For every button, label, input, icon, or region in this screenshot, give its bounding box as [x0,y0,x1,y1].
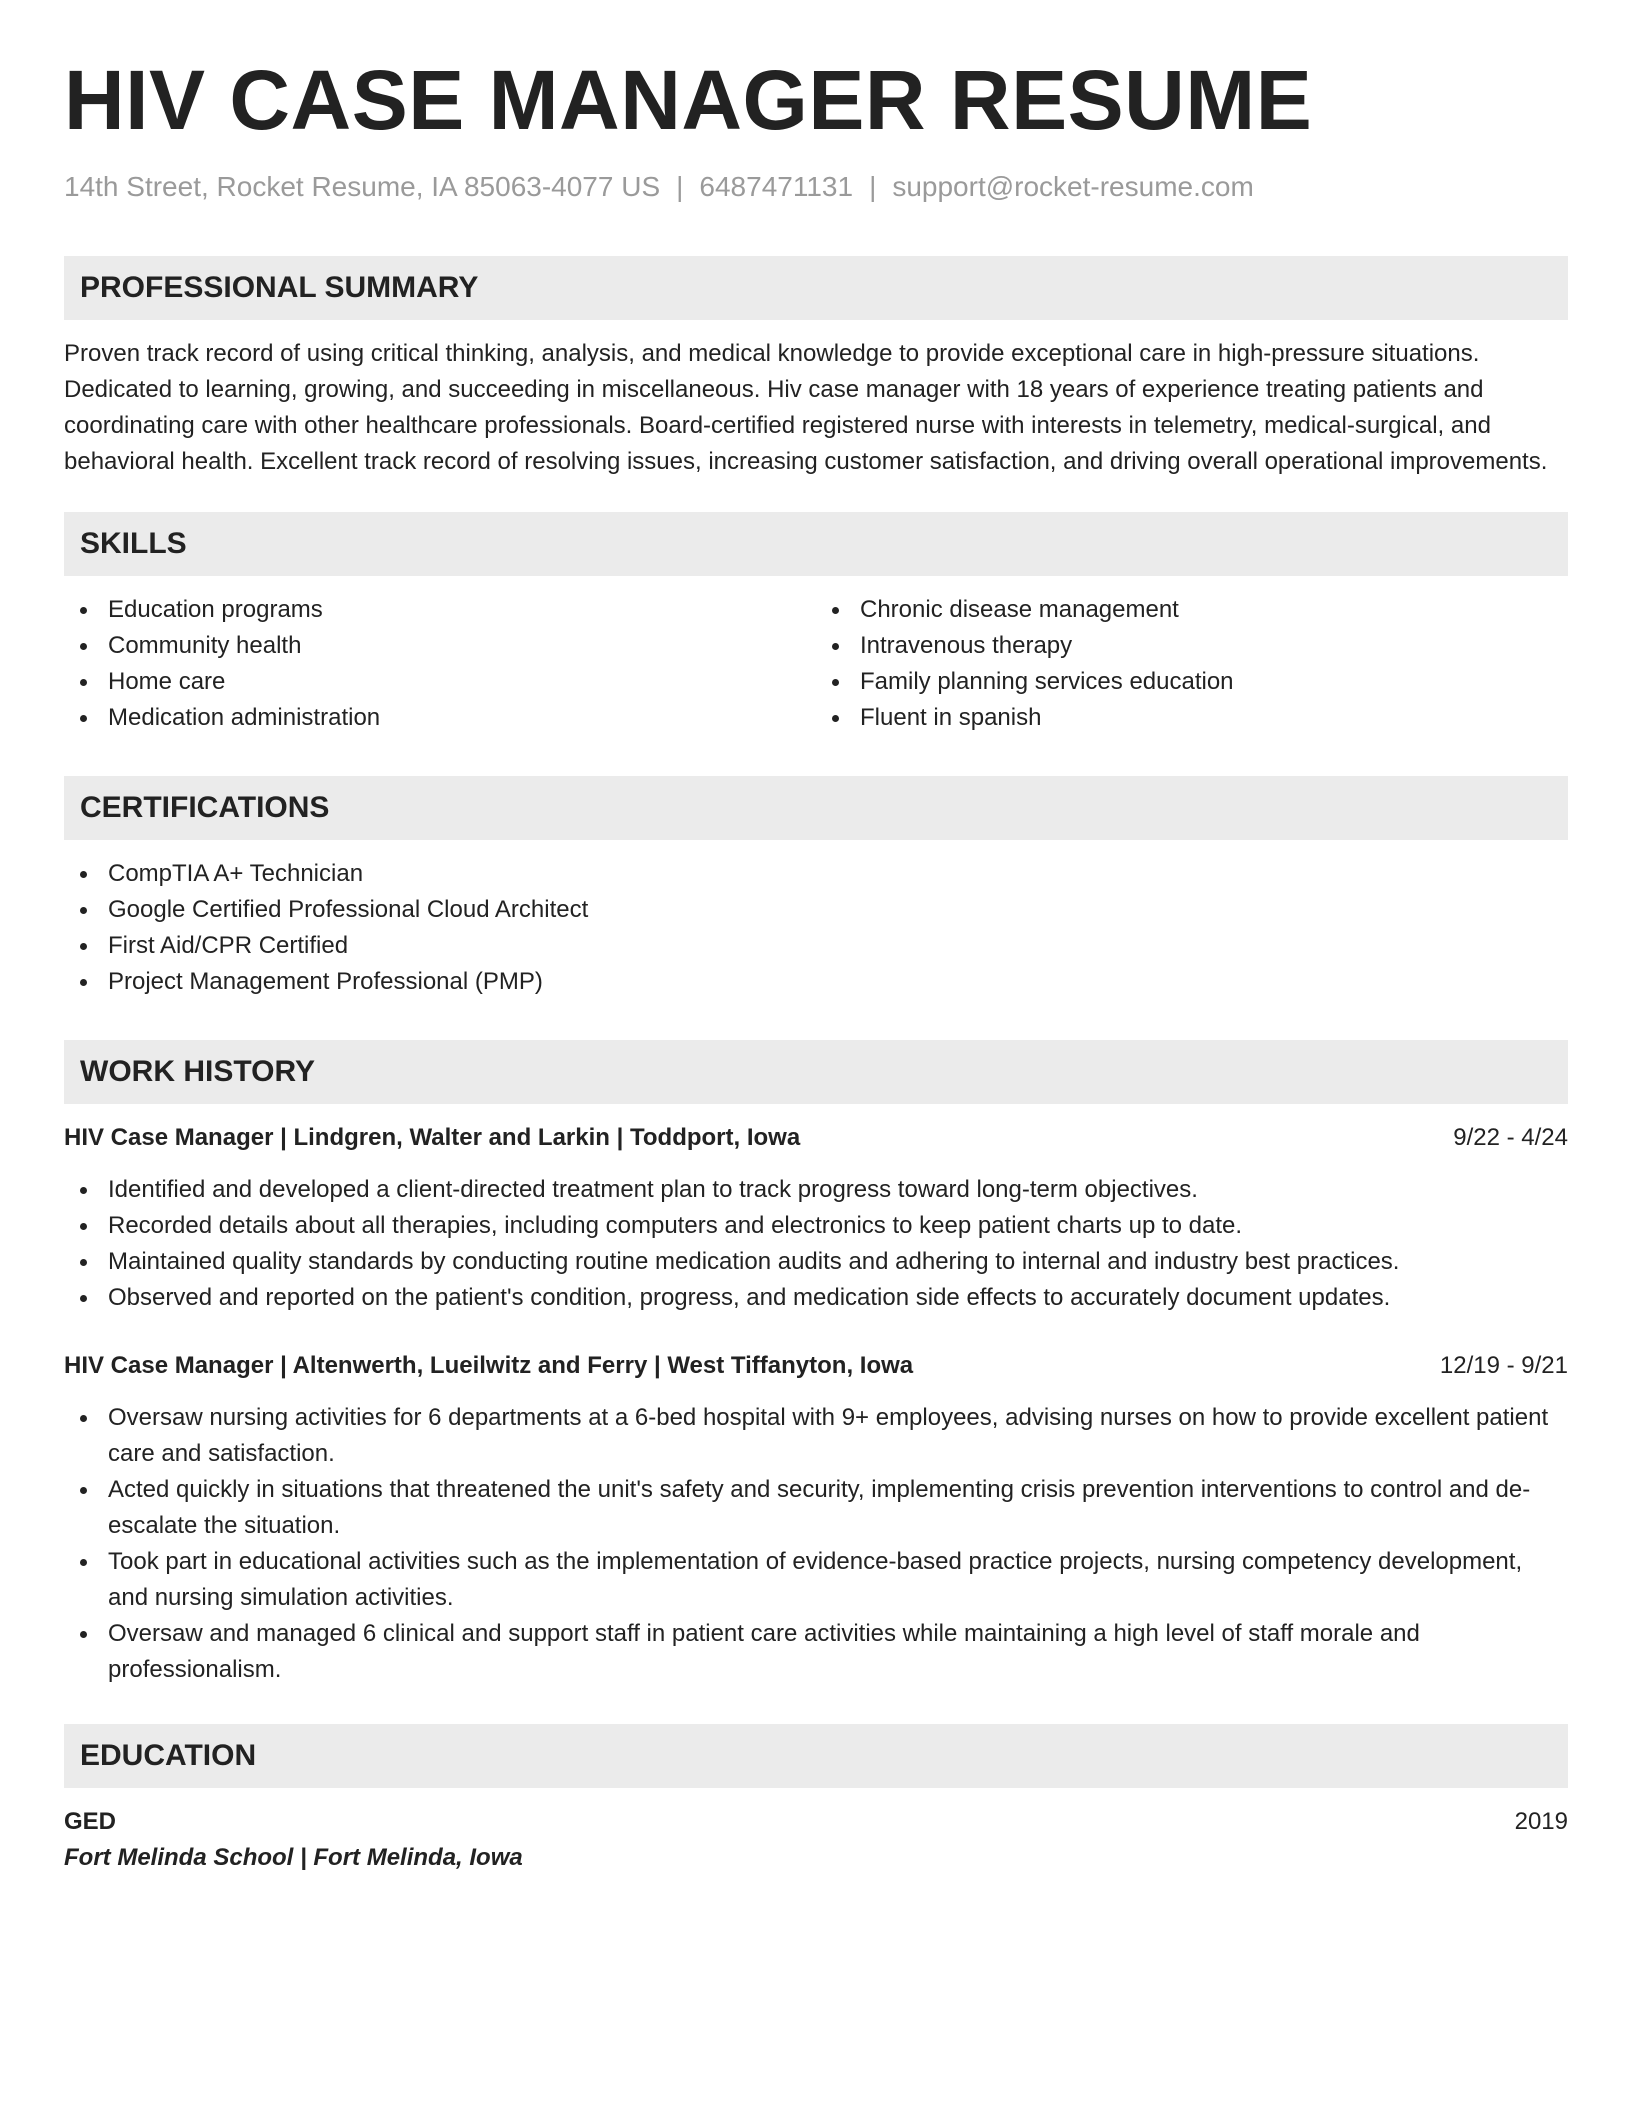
skill-item: Medication administration [64,700,816,736]
education-entry [64,1804,1568,1876]
contact-separator: | [869,171,877,202]
job-bullet: Oversaw and managed 6 clinical and support staff in patient care activities while maintaining a high level of staff morale and professionalism. [64,1616,1568,1688]
section-header-education: EDUCATION [64,1724,1568,1788]
job-bullet: Acted quickly in situations that threatened the unit's safety and security, implementing crisis prevention interventions to control and de-escalate the situation. [64,1472,1568,1544]
education-degree: GED [64,1807,117,1835]
job-title: HIV Case Manager | Altenwerth, Lueilwitz and Ferry | West Tiffanyton, Iowa [64,1351,914,1379]
certification-item: Project Management Professional (PMP) [64,964,1568,1000]
certification-item: First Aid/CPR Certified [64,928,1568,964]
job-bullets [64,1400,1568,1688]
job-bullet: Observed and reported on the patient's condition, progress, and medication side effects to accurately document updates. [64,1280,1568,1316]
contact-email: support@rocket-resume.com [892,171,1254,202]
skill-item: Family planning services education [816,664,1568,700]
section-header-summary: PROFESSIONAL SUMMARY [64,256,1568,320]
certifications-list [64,856,1568,1000]
resume-title: HIV CASE MANAGER RESUME [64,53,1313,147]
certification-item: Google Certified Professional Cloud Architect [64,892,1568,928]
job-bullet: Recorded details about all therapies, including computers and electronics to keep patient charts up to date. [64,1208,1568,1244]
job-header [64,1120,1568,1156]
job-dates: 9/22 - 4/24 [1453,1123,1568,1151]
education-year: 2019 [1514,1807,1568,1835]
skill-item: Fluent in spanish [816,700,1568,736]
skill-item: Education programs [64,592,816,628]
job-entry [64,1348,1568,1688]
summary-text: Proven track record of using critical thinking, analysis, and medical knowledge to provide exceptional care in high-pressure situations. Dedicated to learning, growing, and succeeding in miscellaneous. Hiv case manager with 18 years of experience treating patients and coordinating care with other healthcare professionals. Board-certified registered nurse with interests in telemetry, medical-surgical, and behavioral health. Excellent track record of resolving issues, increasing customer satisfaction, and driving overall operational improvements. [64,339,1548,475]
contact-phone: 6487471131 [699,171,854,202]
job-bullet: Took part in educational activities such as the implementation of evidence-based practice projects, nursing competency development, and nursing simulation activities. [64,1544,1568,1616]
skill-item: Home care [64,664,816,700]
contact-address: 14th Street, Rocket Resume, IA 85063-4077 US [64,171,661,202]
skills-list [64,592,1568,736]
job-bullet: Oversaw nursing activities for 6 departments at a 6-bed hospital with 9+ employees, advising nurses on how to provide excellent patient care and satisfaction. [64,1400,1568,1472]
job-title: HIV Case Manager | Lindgren, Walter and Larkin | Toddport, Iowa [64,1123,801,1151]
job-bullet: Maintained quality standards by conducting routine medication audits and adhering to internal and industry best practices. [64,1244,1568,1280]
skills-column-left [64,592,816,736]
education-header [64,1804,1568,1840]
section-header-work-history: WORK HISTORY [64,1040,1568,1104]
section-header-skills: SKILLS [64,512,1568,576]
job-bullets [64,1172,1568,1316]
skills-column-right [816,592,1568,736]
section-header-certifications: CERTIFICATIONS [64,776,1568,840]
skill-item: Chronic disease management [816,592,1568,628]
contact-line [64,170,1568,204]
certification-item: CompTIA A+ Technician [64,856,1568,892]
job-header [64,1348,1568,1384]
job-entry [64,1120,1568,1316]
contact-separator: | [676,171,684,202]
skill-item: Community health [64,628,816,664]
job-dates: 12/19 - 9/21 [1439,1351,1568,1379]
education-school: Fort Melinda School | Fort Melinda, Iowa [64,1843,523,1871]
job-bullet: Identified and developed a client-directed treatment plan to track progress toward long-term objectives. [64,1172,1568,1208]
skill-item: Intravenous therapy [816,628,1568,664]
